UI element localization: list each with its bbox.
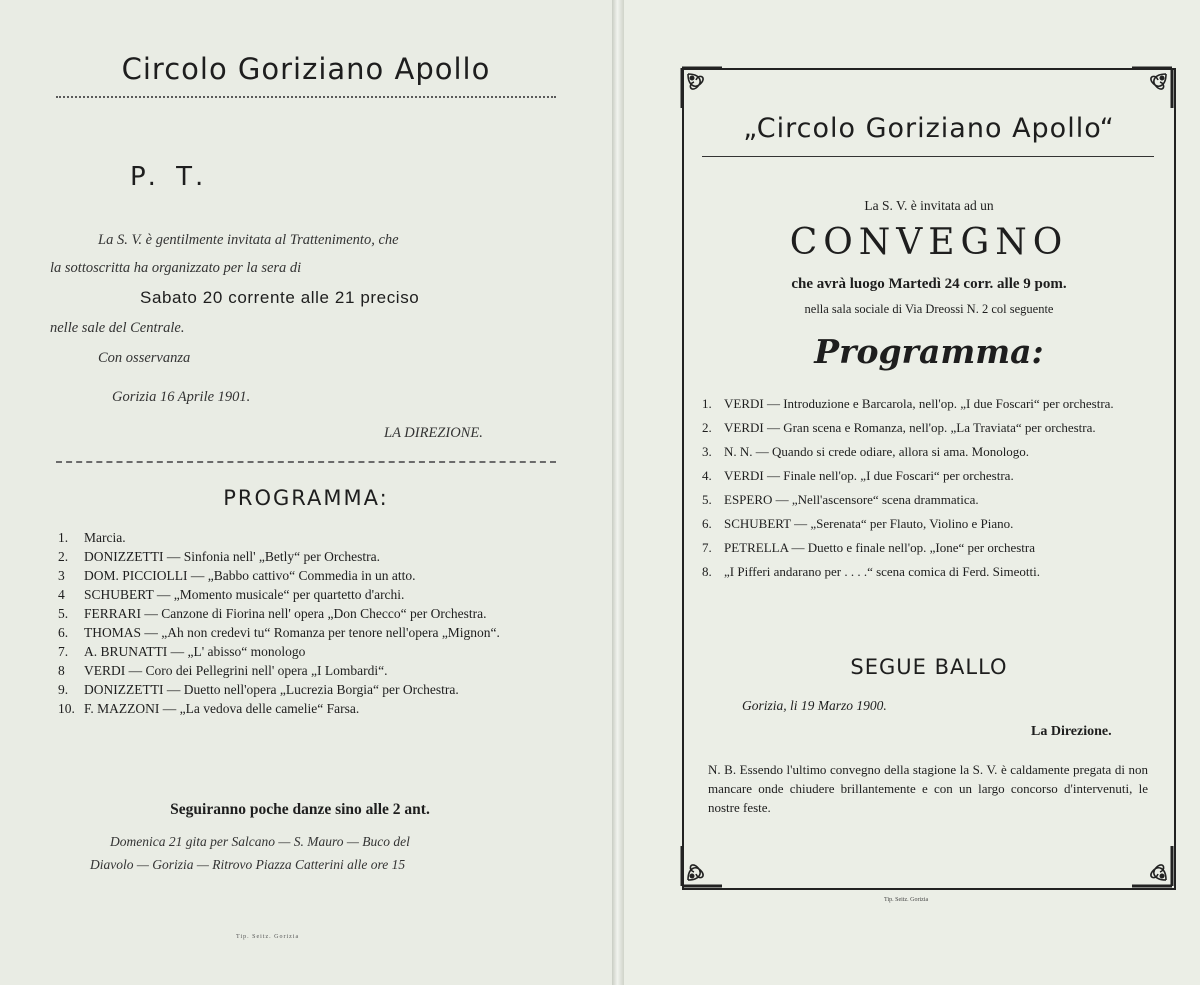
item-text: VERDI — Finale nell'op. „I due Foscari“ per orchestra.	[724, 468, 1014, 483]
right-program-list	[702, 394, 1164, 586]
left-footer-line2: Diavolo — Gorizia — Ritrovo Piazza Catterini alle ore 15	[90, 857, 406, 872]
left-closing-line: Seguiranno poche danze sino alle 2 ant.	[170, 801, 430, 818]
item-number: 6.	[702, 516, 712, 531]
corner-ornament-icon	[1130, 66, 1174, 110]
item-text: FERRARI — Canzone di Fiorina nell' opera „Don Checco“ per Orchestra.	[84, 606, 487, 621]
item-number: 3.	[702, 444, 712, 459]
corner-ornament-icon	[680, 844, 724, 888]
item-text: THOMAS — „Ah non credevi tu“ Romanza per tenore nell'opera „Mignon“.	[84, 625, 500, 640]
list-item	[58, 547, 558, 566]
left-footer-line1: Domenica 21 gita per Salcano — S. Mauro — Buco del	[110, 834, 410, 849]
item-number: 7.	[58, 644, 69, 659]
item-text: „I Pifferi andarano per . . . .“ scena comica di Ferd. Simeotti.	[724, 564, 1040, 579]
left-invite-line1: La S. V. è gentilmente invitata al Trattenimento, che	[98, 232, 399, 248]
list-item	[58, 699, 558, 718]
left-printer-mark: Tip. Seitz. Gorizia	[236, 934, 300, 940]
right-signature: La Direzione.	[1031, 724, 1112, 739]
list-item	[58, 623, 558, 642]
item-text: ESPERO — „Nell'ascensore“ scena drammatica.	[724, 492, 979, 507]
item-text: PETRELLA — Duetto e finale nell'op. „Ione“ per orchestra	[724, 540, 1035, 555]
left-venue-line: nelle sale del Centrale.	[50, 320, 185, 336]
right-title: „Circolo Goriziano Apollo“	[743, 113, 1115, 144]
left-place-date: Gorizia 16 Aprile 1901.	[112, 389, 251, 405]
right-title-rule	[702, 156, 1154, 157]
item-text: VERDI — Coro dei Pellegrini nell' opera „I Lombardi“.	[84, 663, 388, 678]
left-pt-heading: P. T.	[130, 162, 210, 192]
item-number: 5.	[58, 606, 69, 621]
list-item	[702, 562, 1164, 582]
right-place-date: Gorizia, li 19 Marzo 1900.	[742, 698, 887, 713]
item-number: 7.	[702, 540, 712, 555]
list-item	[702, 394, 1164, 414]
right-nota-bene: N. B. Essendo l'ultimo convegno della stagione la S. V. è caldamente pregata di non mancare onde chiudere brillantemente e con un largo concorso d'intervenuti, le nostre feste.	[708, 762, 1148, 815]
item-number: 8	[58, 663, 65, 678]
item-number: 1.	[58, 530, 69, 545]
left-divider	[56, 461, 556, 463]
item-text: DONIZZETTI — Sinfonia nell' „Betly“ per Orchestra.	[84, 549, 380, 564]
item-number: 5.	[702, 492, 712, 507]
item-text: DOM. PICCIOLLI — „Babbo cattivo“ Commedia in un atto.	[84, 568, 416, 583]
list-item	[702, 538, 1164, 558]
list-item	[702, 442, 1164, 462]
right-program-title: Programma:	[814, 332, 1044, 371]
right-segue-ballo: SEGUE BALLO	[850, 655, 1008, 679]
list-item	[58, 566, 558, 585]
item-number: 2.	[58, 549, 69, 564]
corner-ornament-icon	[1130, 844, 1174, 888]
item-number: 6.	[58, 625, 69, 640]
right-invite-line: La S. V. è invitata ad un	[864, 198, 994, 213]
item-text: SCHUBERT — „Momento musicale“ per quartetto d'archi.	[84, 587, 405, 602]
list-item	[702, 490, 1164, 510]
item-number: 8.	[702, 564, 712, 579]
item-number: 9.	[58, 682, 69, 697]
left-date-line: Sabato 20 corrente alle 21 preciso	[140, 288, 420, 307]
item-text: A. BRUNATTI — „L' abisso“ monologo	[84, 644, 306, 659]
right-when-line: che avrà luogo Martedì 24 corr. alle 9 pom.	[791, 276, 1067, 292]
list-item	[58, 680, 558, 699]
left-title: Circolo Goriziano Apollo	[121, 52, 491, 86]
item-number: 1.	[702, 396, 712, 411]
item-text: DONIZZETTI — Duetto nell'opera „Lucrezia Borgia“ per Orchestra.	[84, 682, 459, 697]
left-invite-line2: la sottoscritta ha organizzato per la sera di	[50, 260, 302, 276]
item-number: 4	[58, 587, 65, 602]
item-text: Marcia.	[84, 530, 126, 545]
list-item	[58, 528, 558, 547]
list-item	[58, 642, 558, 661]
list-item	[58, 585, 558, 604]
left-regards: Con osservanza	[98, 350, 191, 366]
list-item	[702, 466, 1164, 486]
item-text: N. N. — Quando si crede odiare, allora si ama. Monologo.	[724, 444, 1030, 459]
item-text: VERDI — Introduzione e Barcarola, nell'op. „I due Foscari“ per orchestra.	[724, 396, 1114, 411]
item-number: 2.	[702, 420, 712, 435]
list-item	[58, 604, 558, 623]
left-program-list	[58, 528, 558, 718]
right-where-line: nella sala sociale di Via Dreossi N. 2 col seguente	[804, 302, 1054, 316]
list-item	[702, 418, 1164, 438]
item-text: VERDI — Gran scena e Romanza, nell'op. „La Traviata“ per orchestra.	[724, 420, 1096, 435]
page-fold	[612, 0, 624, 985]
item-number: 3	[58, 568, 65, 583]
item-number: 10.	[58, 701, 75, 716]
right-printer-mark: Tip. Seitz. Gorizia	[884, 897, 929, 903]
right-event-title: CONVEGNO	[789, 222, 1069, 263]
item-number: 4.	[702, 468, 712, 483]
left-signature: LA DIREZIONE.	[384, 425, 483, 441]
left-program-title: PROGRAMMA:	[223, 486, 389, 510]
item-text: SCHUBERT — „Serenata“ per Flauto, Violino e Piano.	[724, 516, 1014, 531]
list-item	[58, 661, 558, 680]
left-title-rule	[56, 96, 556, 98]
list-item	[702, 514, 1164, 534]
corner-ornament-icon	[680, 66, 724, 110]
item-text: F. MAZZONI — „La vedova delle camelie“ Farsa.	[84, 701, 360, 716]
